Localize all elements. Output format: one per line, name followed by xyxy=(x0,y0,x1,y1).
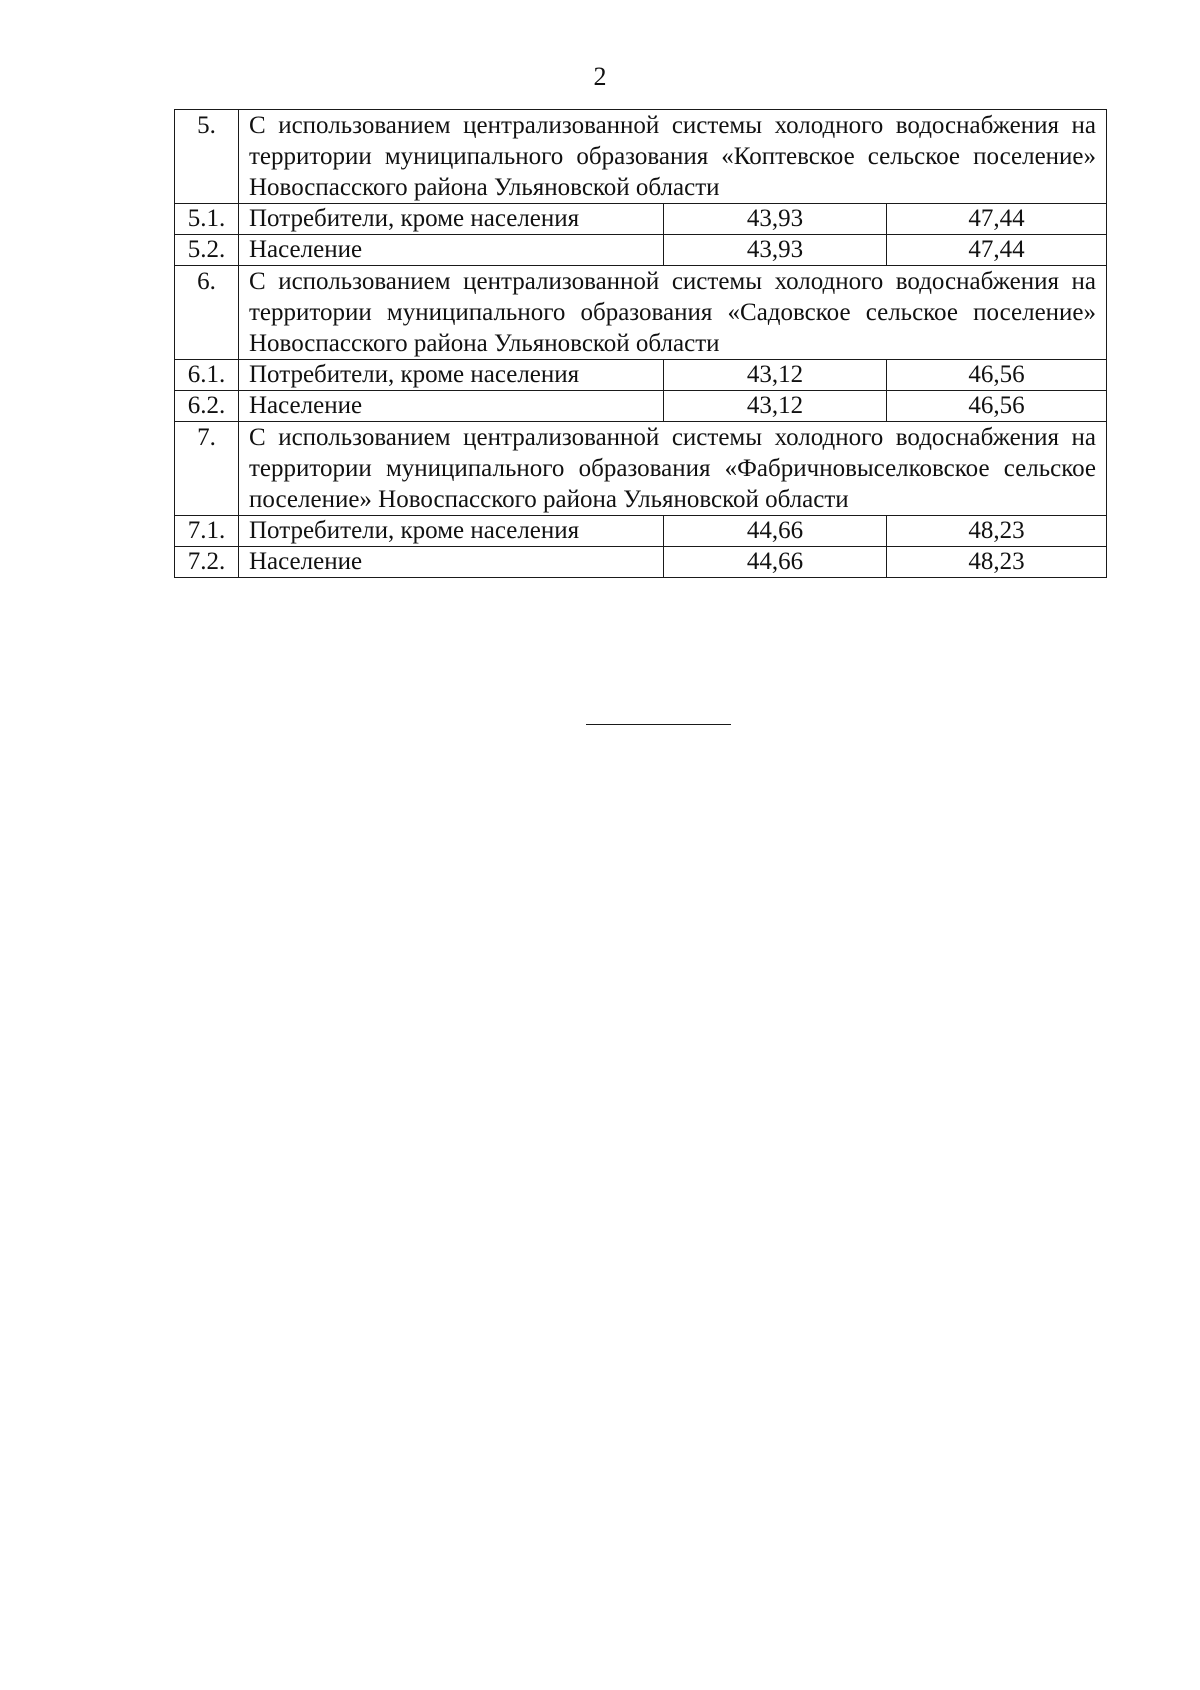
section-row xyxy=(175,422,1107,516)
row-value-1: 43,12 xyxy=(664,360,887,391)
table-row xyxy=(175,547,1107,578)
row-value-2: 48,23 xyxy=(887,516,1107,547)
section-row xyxy=(175,110,1107,204)
row-label: Население xyxy=(239,547,664,578)
row-number: 5.2. xyxy=(175,235,239,266)
row-value-1: 43,93 xyxy=(664,204,887,235)
row-value-2: 47,44 xyxy=(887,204,1107,235)
section-title: С использованием централизованной системы холодного водоснабжения на территории муниципального образования «Коптевское сельское поселение» Новоспасского района Ульяновской области xyxy=(239,110,1107,204)
row-label: Потребители, кроме населения xyxy=(239,360,664,391)
row-value-2: 47,44 xyxy=(887,235,1107,266)
table-row xyxy=(175,391,1107,422)
tariff-table xyxy=(174,109,1107,578)
row-value-2: 48,23 xyxy=(887,547,1107,578)
row-number: 6.1. xyxy=(175,360,239,391)
row-value-2: 46,56 xyxy=(887,391,1107,422)
table-row xyxy=(175,235,1107,266)
row-label: Население xyxy=(239,235,664,266)
section-number: 6. xyxy=(175,266,239,360)
row-value-1: 43,93 xyxy=(664,235,887,266)
row-value-2: 46,56 xyxy=(887,360,1107,391)
end-rule-divider xyxy=(586,724,731,725)
row-value-1: 43,12 xyxy=(664,391,887,422)
row-label: Потребители, кроме населения xyxy=(239,516,664,547)
section-number: 7. xyxy=(175,422,239,516)
row-number: 7.2. xyxy=(175,547,239,578)
table-row xyxy=(175,204,1107,235)
section-title: С использованием централизованной системы холодного водоснабжения на территории муниципального образования «Фабричновыселковское сельское поселение» Новоспасского района Ульяновской области xyxy=(239,422,1107,516)
section-number: 5. xyxy=(175,110,239,204)
row-number: 7.1. xyxy=(175,516,239,547)
row-label: Потребители, кроме населения xyxy=(239,204,664,235)
table-row xyxy=(175,360,1107,391)
row-value-1: 44,66 xyxy=(664,516,887,547)
row-label: Население xyxy=(239,391,664,422)
page-number: 2 xyxy=(593,62,607,91)
row-number: 6.2. xyxy=(175,391,239,422)
section-title: С использованием централизованной системы холодного водоснабжения на территории муниципального образования «Садовское сельское поселение» Новоспасского района Ульяновской области xyxy=(239,266,1107,360)
row-number: 5.1. xyxy=(175,204,239,235)
table-row xyxy=(175,516,1107,547)
section-row xyxy=(175,266,1107,360)
row-value-1: 44,66 xyxy=(664,547,887,578)
